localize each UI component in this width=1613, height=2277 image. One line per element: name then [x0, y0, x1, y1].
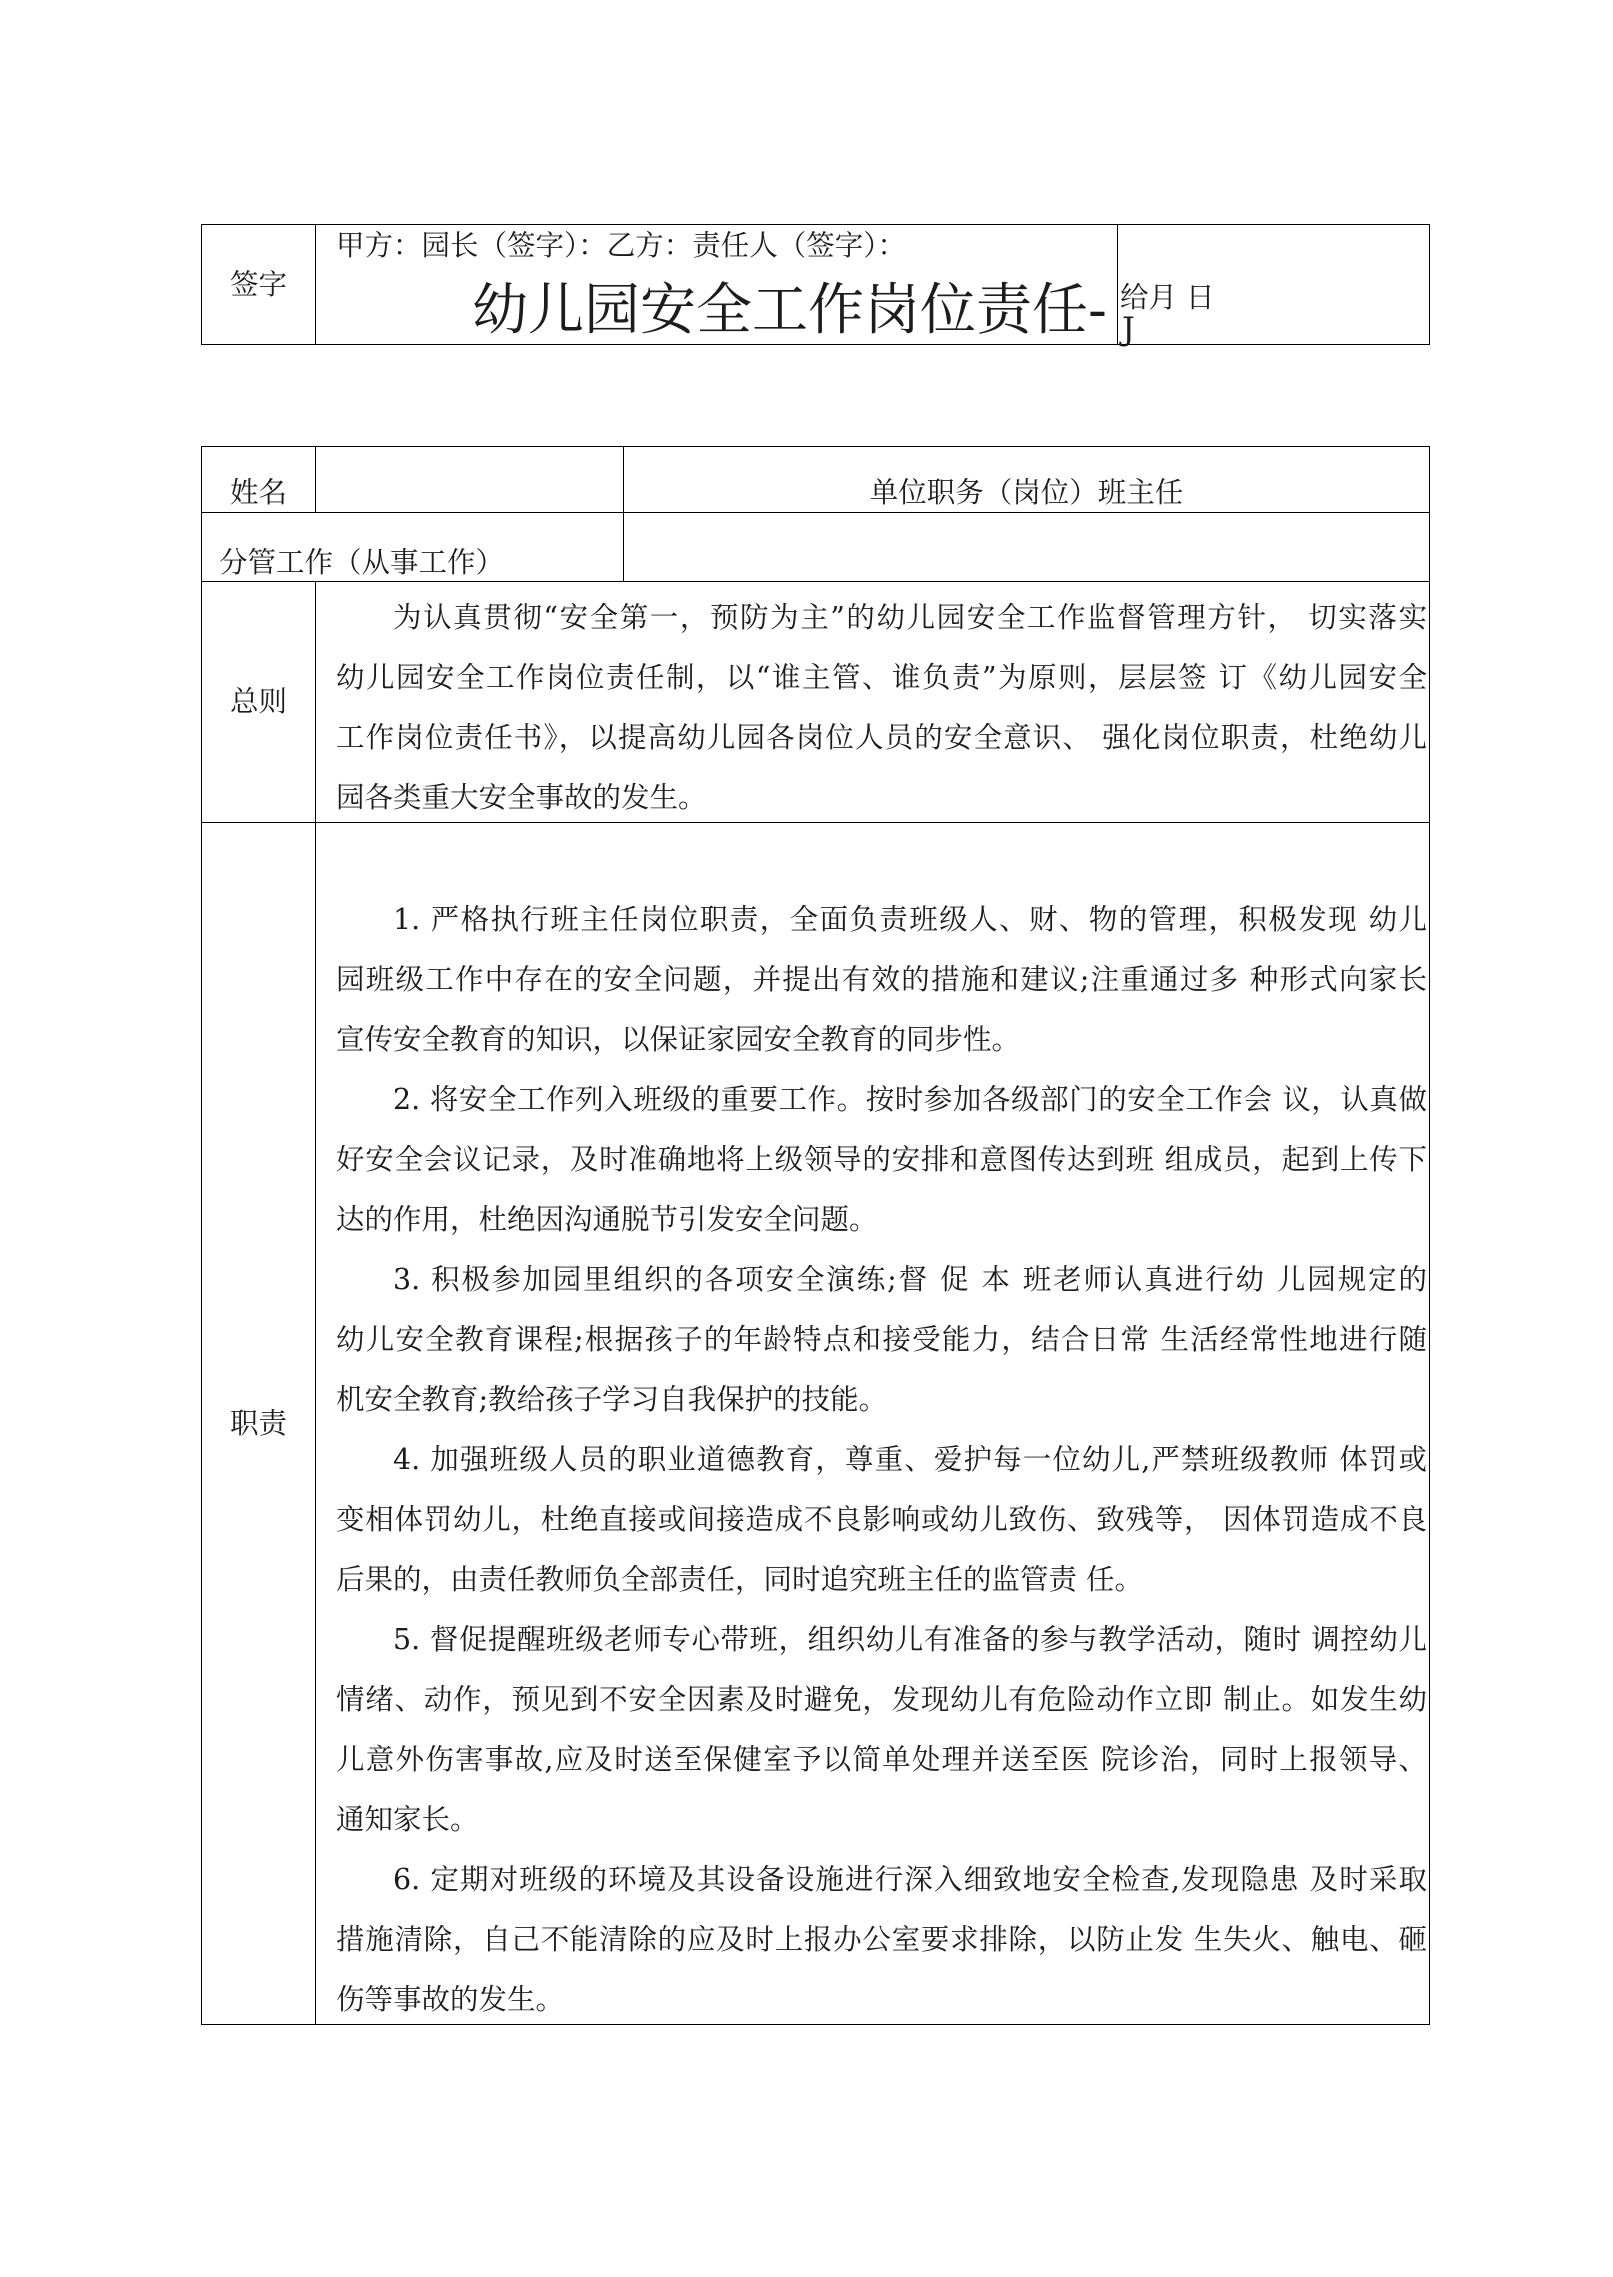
general-label: 总则 — [229, 685, 287, 718]
signature-date: 给月 日 — [1120, 281, 1215, 314]
position-cell — [624, 447, 1429, 513]
general-label-cell — [202, 582, 316, 823]
scope-value-cell — [624, 513, 1429, 582]
duty-text-line: 宣传安全教育的知识，以保证家园安全教育的同步性。 — [336, 1023, 1021, 1056]
duty-text-line: 好安全会议记录，及时准确地将上级领导的安排和意图传达到班 组成员，起到上传下 — [336, 1143, 1427, 1176]
signature-parties-cell — [316, 225, 1118, 344]
duty-paragraph — [336, 1250, 1427, 1430]
general-text-line: 为认真贯彻“安全第一，预防为主”的幼儿园安全工作监督管理方针， 切实落实 — [393, 601, 1427, 634]
duty-label-cell — [202, 823, 316, 2024]
duty-label: 职责 — [229, 1406, 287, 1440]
duty-paragraph — [336, 1430, 1427, 1610]
duty-text-line: 园班级工作中存在的安全问题，并提出有效的措施和建议;注重通过多 种形式向家长 — [336, 963, 1427, 996]
duty-paragraph — [336, 890, 1427, 1070]
duty-text-line: 后果的，由责任教师负全部责任，同时追究班主任的监管责 任。 — [336, 1563, 1144, 1596]
signature-label-cell — [202, 225, 316, 344]
document-title: 幼儿园安全工作岗位责任- — [472, 278, 1107, 343]
duty-text-line: 达的作用，杜绝因沟通脱节引发安全问题。 — [336, 1203, 878, 1236]
general-text-line: 幼儿园安全工作岗位责任制，以“谁主管、谁负责”为原则，层层签 订《幼儿园安全 — [336, 661, 1427, 694]
duty-text-line: 4. 加强班级人员的职业道德教育，尊重、爱护每一位幼儿,严禁班级教师 体罚或 — [393, 1443, 1427, 1476]
duty-text-line: 儿意外伤害事故,应及时送至保健室予以简单处理并送至医 院诊治，同时上报领导、 — [336, 1743, 1427, 1776]
duty-text-line: 机安全教育;教给孩子学习自我保护的技能。 — [336, 1383, 888, 1416]
name-label-cell — [202, 447, 316, 513]
duty-text-line: 通知家长。 — [336, 1803, 479, 1836]
duty-text-line: 伤等事故的发生。 — [336, 1983, 565, 2016]
general-content-cell — [316, 582, 1429, 823]
document-title-tail: J — [1122, 310, 1135, 348]
duty-text-line: 1. 严格执行班主任岗位职责，全面负责班级人、财、物的管理，积极发现 幼儿 — [393, 903, 1427, 936]
duty-text-line: 3. 积极参加园里组织的各项安全演练;督 促 本 班老师认真进行幼 儿园规定的 — [393, 1263, 1427, 1296]
duty-text-line: 5. 督促提醒班级老师专心带班，组织幼儿有准备的参与教学活动，随时 调控幼儿 — [393, 1623, 1427, 1656]
scope-label: 分管工作（从事工作） — [219, 546, 505, 579]
general-text-line: 工作岗位责任书》，以提高幼儿园各岗位人员的安全意识、 强化岗位职责，杜绝幼儿 — [336, 721, 1427, 754]
duty-paragraph — [336, 1070, 1427, 1250]
duty-text-line: 措施清除，自己不能清除的应及时上报办公室要求排除，以防止发 生失火、触电、砸 — [336, 1923, 1427, 1956]
position-text: 单位职务（岗位）班主任 — [869, 476, 1184, 509]
duty-text-line: 6. 定期对班级的环境及其设备设施进行深入细致地安全检查,发现隐患 及时采取 — [393, 1863, 1427, 1896]
signature-label: 签字 — [229, 267, 287, 301]
duty-paragraph — [336, 1850, 1427, 2030]
duty-content-cell — [316, 823, 1429, 2024]
name-value-cell — [316, 447, 624, 513]
duty-paragraph — [336, 1610, 1427, 1850]
duty-text-line: 2. 将安全工作列入班级的重要工作。按时参加各级部门的安全工作会 议，认真做 — [393, 1083, 1427, 1116]
duty-text-line: 变相体罚幼儿，杜绝直接或间接造成不良影响或幼儿致伤、致残等， 因体罚造成不良 — [336, 1503, 1427, 1536]
name-label: 姓名 — [229, 476, 287, 509]
signature-date-cell — [1118, 225, 1429, 348]
general-text-line: 园各类重大安全事故的发生。 — [336, 781, 707, 814]
duty-text-line: 幼儿安全教育课程;根据孩子的年龄特点和接受能力，结合日常 生活经常性地进行随 — [336, 1323, 1427, 1356]
signature-table — [201, 224, 1430, 348]
duty-text-line: 情绪、动作，预见到不安全因素及时避免，发现幼儿有危险动作立即 制止。如发生幼 — [336, 1683, 1427, 1716]
duty-table — [201, 446, 1430, 2025]
parties-signature-line: 甲方：园长（签字）：乙方：责任人（签字）： — [336, 229, 907, 262]
scope-label-cell — [202, 513, 624, 582]
